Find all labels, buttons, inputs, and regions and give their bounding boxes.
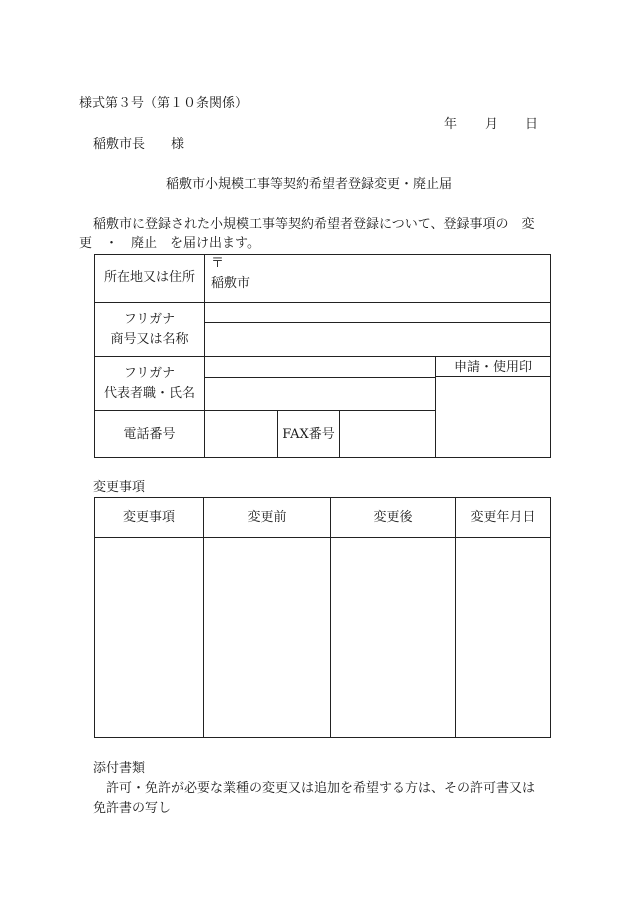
header-before: 変更前: [247, 510, 287, 525]
postal-mark: 〒: [211, 256, 225, 271]
date-day-label: 日: [525, 117, 539, 132]
phone-label: 電話番号: [123, 427, 176, 442]
date-year-label: 年: [444, 117, 458, 132]
header-change-item: 変更事項: [122, 510, 175, 525]
seal-label: 申請・使用印: [453, 360, 532, 375]
attachments-line-1: 許可・免許が必要な業種の変更又は追加を希望する方は、その許可書又は: [106, 781, 536, 796]
attachments-line-2: 免許書の写し: [93, 801, 172, 816]
header-after: 変更後: [373, 510, 413, 525]
document-title: 稲敷市小規模工事等契約希望者登録変更・廃止届: [166, 177, 453, 192]
representative-label: 代表者職・氏名: [103, 386, 195, 401]
intro-line-1: 稲敷市に登録された小規模工事等契約希望者登録について、登録事項の 変: [93, 217, 535, 232]
address-label: 所在地又は住所: [103, 270, 195, 285]
date-month-label: 月: [485, 117, 499, 132]
company-name-label: 商号又は名称: [110, 332, 189, 347]
address-value: 稲敷市: [211, 276, 251, 291]
addressee: 稲敷市長 様: [93, 137, 185, 152]
attachments-title: 添付書類: [93, 761, 146, 776]
furigana-company-label: フリガナ: [123, 312, 176, 327]
header-change-date: 変更年月日: [470, 510, 536, 525]
fax-label: FAX番号: [282, 427, 335, 442]
furigana-representative-label: フリガナ: [123, 366, 176, 381]
form-number: 様式第３号（第１０条関係）: [79, 96, 249, 111]
changes-section-title: 変更事項: [93, 480, 146, 495]
intro-line-2: 更 ・ 廃止 を届け出ます。: [79, 236, 260, 251]
